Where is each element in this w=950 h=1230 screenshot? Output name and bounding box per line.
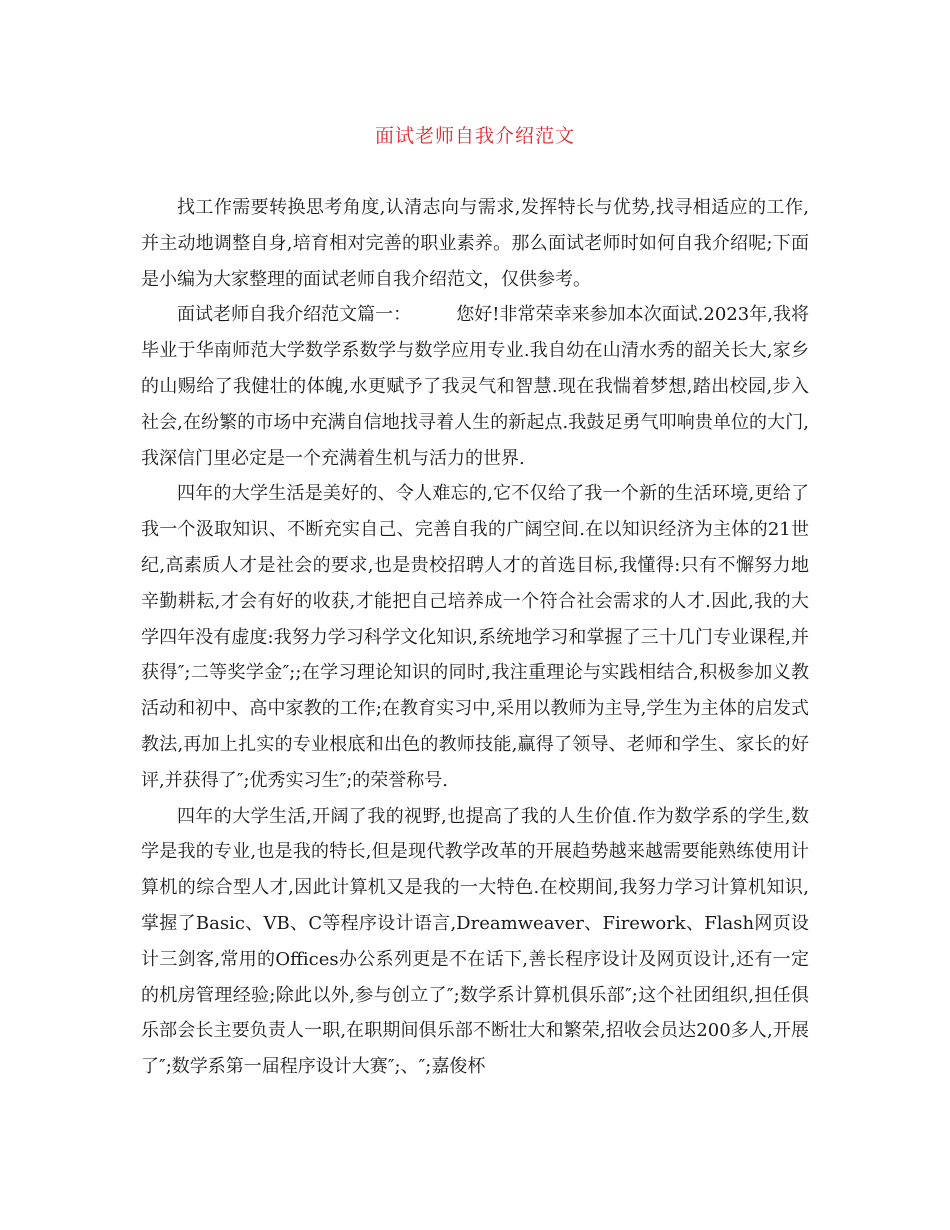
- paragraph-sample-one: 面试老师自我介绍范文篇一： 您好!非常荣幸来参加本次面试.2023年,我将毕业于华南师范大学数学系数学与数学应用专业.我自幼在山清水秀的韶关长大,家乡的山赐给了我健壮的体魄,水更赋予了我灵气和智慧.现在我惴着梦想,踏出校园,步入社会,在纷繁的市场中充满自信地找寻着人生的新起点.我鼓足勇气叩响贵单位的大门,我深信门里必定是一个充满着生机与活力的世界.: [141, 304, 809, 469]
- paragraph-university-life: 四年的大学生活是美好的、令人难忘的,它不仅给了我一个新的生活环境,更给了我一个汲取知识、不断充实自己、完善自我的广阔空间.在以知识经济为主体的21世纪,高素质人才是社会的要求,也是贵校招聘人才的首选目标,我懂得:只有不懈努力地辛勤耕耘,才会有好的收获,才能把自己培养成一个符合社会需求的人才.因此,我的大学四年没有虚度:我努力学习科学文化知识,系统地学习和掌握了三十几门专业课程,并获得″;二等奖学金″;;在学习理论知识的同时,我注重理论与实践相结合,积极参加义教活动和初中、高中家教的工作;在教育实习中,采用以教师为主导,学生为主体的启发式教法,再加上扎实的专业根底和出色的教师技能,赢得了领导、老师和学生、家长的好评,并获得了″;优秀实习生″;的荣誉称号.: [141, 483, 809, 791]
- document-title: 面试老师自我介绍范文: [374, 125, 575, 147]
- paragraph-intro: 找工作需要转换思考角度,认清志向与需求,发挥特长与优势,找寻相适应的工作,并主动地调整自身,培育相对完善的职业素养。那么面试老师时如何自我介绍呢;下面是小编为大家整理的面试老师自我介绍范文，仅供参考。: [141, 197, 809, 290]
- paragraph-computer-skills: 四年的大学生活,开阔了我的视野,也提高了我的人生价值.作为数学系的学生,数学是我的专业,也是我的特长,但是现代教学改革的开展趋势越来越需要能熟练使用计算机的综合型人才,因此计算机又是我的一大特色.在校期间,我努力学习计算机知识,掌握了Basic、VB、C等程序设计语言,Dreamweaver、Firework、Flash网页设计三剑客,常用的Offices办公系列更是不在话下,善长程序设计及网页设计,还有一定的机房管理经验;除此以外,参与创立了″;数学系计算机俱乐部″;这个社团组织,担任俱乐部会长主要负责人一职,在职期间俱乐部不断壮大和繁荣,招收会员达200多人,开展了″;数学系第一届程序设计大赛″;、″;嘉俊杯: [141, 805, 809, 1078]
- document-body: [141, 190, 809, 1085]
